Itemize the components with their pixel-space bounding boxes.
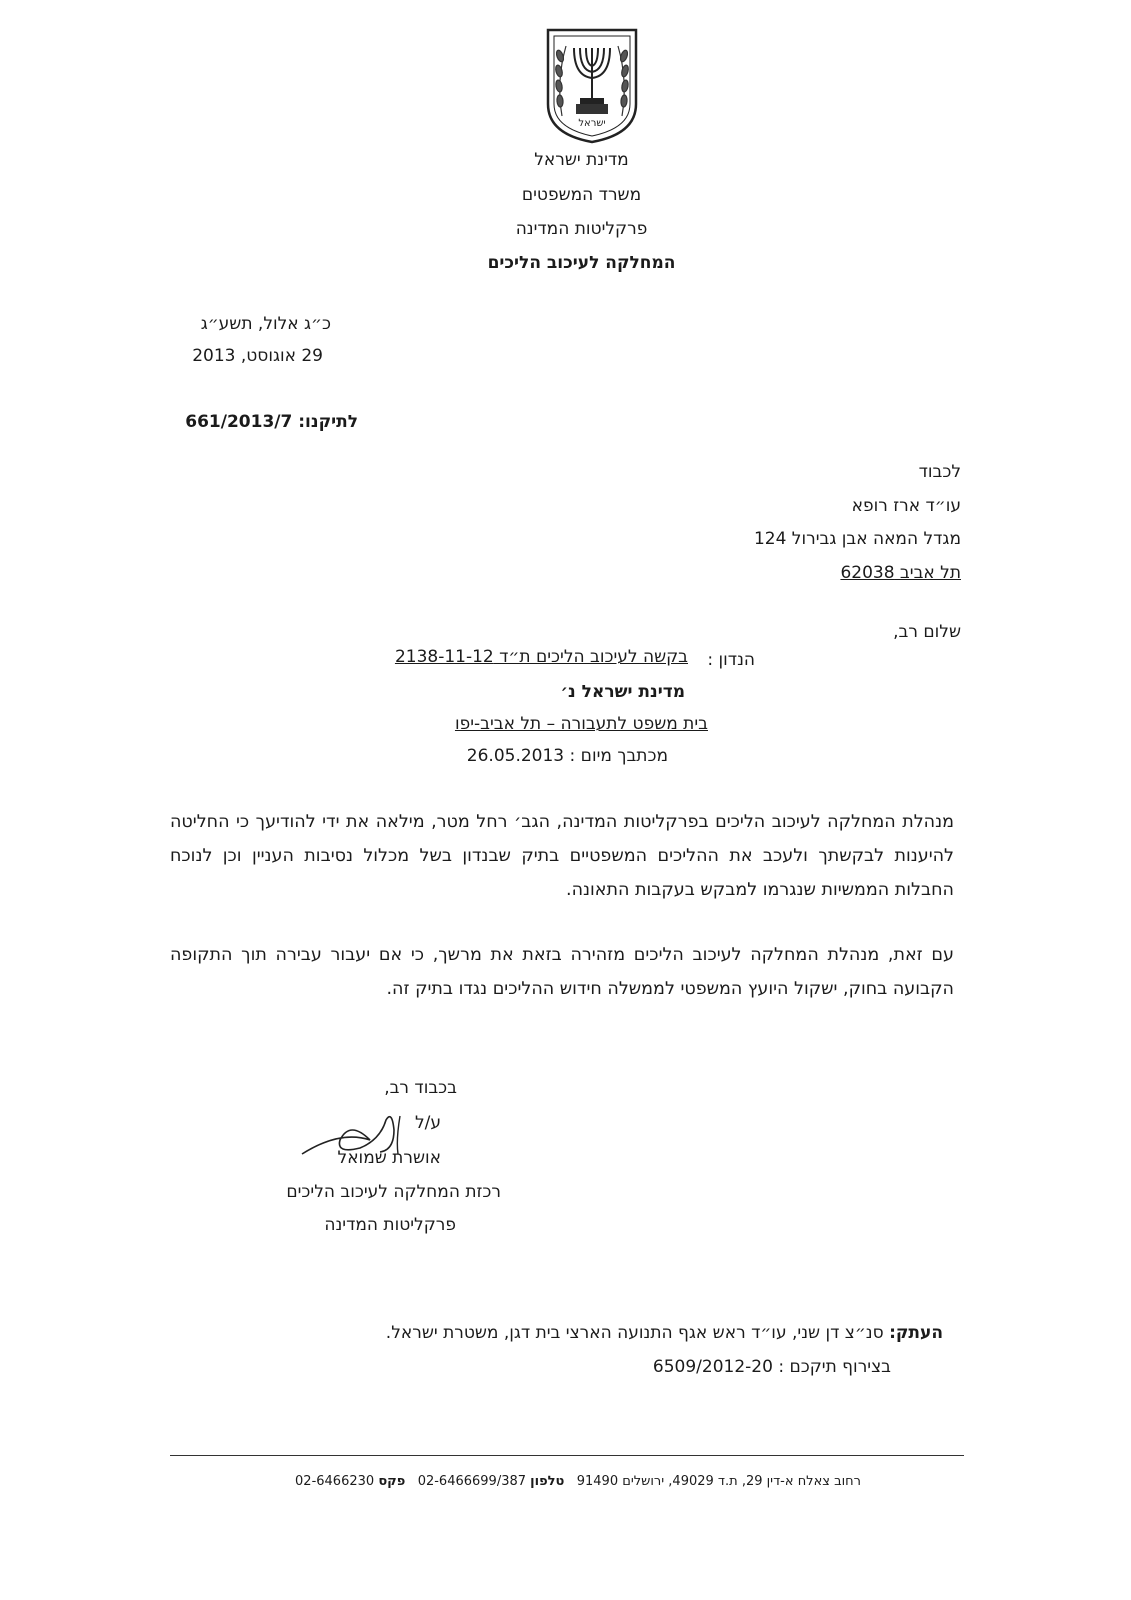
header-ministry: משרד המשפטים bbox=[521, 185, 642, 205]
subject-label: הנדון : bbox=[707, 650, 755, 670]
file-reference-value: 661/2013/7 bbox=[185, 412, 293, 432]
cc-text: סנ״צ דן שני, עו״ד ראש אגף התנועה הארצי בית דגן, משטרת ישראל. bbox=[385, 1323, 884, 1343]
footer bbox=[295, 1474, 861, 1489]
footer-address: רחוב צאלח א-דין 29, ת.ד 49029, ירושלים 91490 bbox=[576, 1474, 861, 1489]
body-paragraph-2: עם זאת, מנהלת המחלקה לעיכוב הליכים מזהירה בזאת את מרשך, כי אם יעבור עבירה תוך התקופה הקבועה בחוק, ישקול היועץ המשפטי לממשלה חידוש ההליכים נגדו בתיק זה. bbox=[170, 945, 954, 999]
emblem-caption: ישראל bbox=[578, 118, 606, 129]
recipient-name: עו״ד ארז רופא bbox=[851, 496, 961, 516]
date-gregorian: 29 אוגוסט, 2013 bbox=[192, 346, 323, 366]
date-hebrew: כ״ג אלול, תשע״ג bbox=[200, 314, 331, 334]
header-office: פרקליטות המדינה bbox=[515, 219, 648, 239]
subject-line1: בקשה לעיכוב הליכים ת״ד 2138-11-12 bbox=[394, 647, 688, 667]
signatory-title: רכזת המחלקה לעיכוב הליכים bbox=[286, 1182, 501, 1202]
footer-phone-label: טלפון bbox=[530, 1474, 565, 1489]
signatory-org: פרקליטות המדינה bbox=[324, 1215, 456, 1235]
subject-line4: מכתבך מיום : 26.05.2013 bbox=[466, 746, 668, 766]
recipient-city: תל אביב 62038 bbox=[840, 563, 961, 583]
body-paragraph-1: מנהלת המחלקה לעיכוב הליכים בפרקליטות המדינה, הגב׳ רחל מטר, מילאה את ידי להודיעך כי החליטה להיענות לבקשתך ולעכב את ההליכים המשפטיים בתיק שבנדון בשל מכלול נסיבות העניין וכן לנוכח החבלות הממשיות שנגרמו למבקש בעקבות התאונה. bbox=[170, 812, 954, 900]
cc-label: העתק: bbox=[889, 1323, 943, 1343]
signature-initials: ע/ל bbox=[414, 1113, 441, 1133]
footer-divider bbox=[170, 1455, 964, 1456]
greeting: שלום רב, bbox=[893, 622, 961, 642]
cc-line bbox=[386, 1323, 943, 1343]
cc-enclosure: בצירוף תיקכם : 6509/2012-20 bbox=[652, 1357, 891, 1377]
file-reference-label: לתיקנו: bbox=[298, 412, 358, 432]
header-department: המחלקה לעיכוב הליכים bbox=[487, 253, 676, 273]
file-reference bbox=[185, 412, 358, 432]
footer-phone: 02-6466699/387 bbox=[417, 1474, 527, 1489]
recipient-address: מגדל המאה אבן גבירול 124 bbox=[753, 529, 961, 549]
subject-line3: בית משפט לתעבורה – תל אביב-יפו bbox=[454, 714, 708, 734]
footer-fax-label: פקס bbox=[378, 1474, 406, 1489]
header-state: מדינת ישראל bbox=[534, 150, 629, 170]
state-emblem-icon bbox=[544, 26, 640, 144]
closing: בכבוד רב, bbox=[384, 1078, 457, 1098]
signatory-name: אושרת שמואל bbox=[337, 1148, 441, 1168]
subject-line2: מדינת ישראל נ׳ bbox=[560, 682, 685, 702]
recipient-honorific: לכבוד bbox=[918, 462, 961, 482]
footer-fax: 02-6466230 bbox=[295, 1474, 375, 1489]
